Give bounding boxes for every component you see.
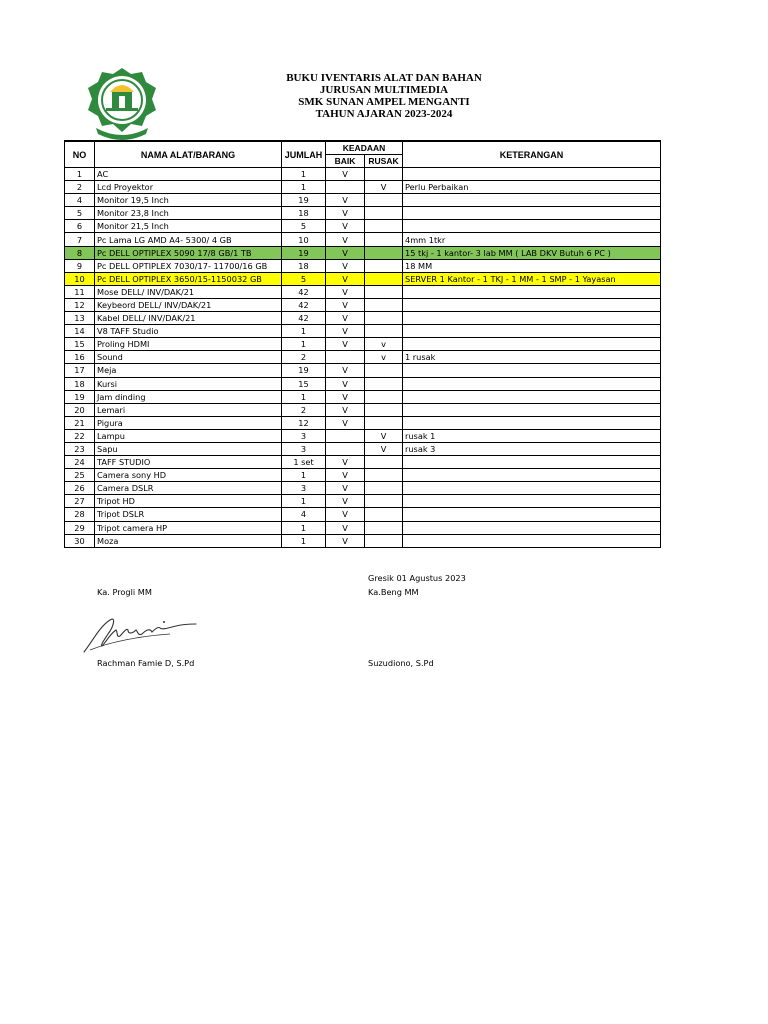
cell-baik: V [326, 312, 365, 325]
cell-nama: Lcd Proyektor [95, 181, 282, 194]
cell-rusak [365, 416, 403, 429]
header-title: BUKU IVENTARIS ALAT DAN BAHAN [286, 72, 482, 84]
cell-keterangan [403, 469, 661, 482]
cell-no: 8 [65, 246, 95, 259]
cell-rusak [365, 456, 403, 469]
table-row [65, 482, 661, 495]
cell-baik: V [326, 469, 365, 482]
cell-jumlah: 1 [282, 168, 326, 181]
cell-nama: Moza [95, 534, 282, 547]
document-header [200, 72, 568, 120]
cell-baik: V [326, 482, 365, 495]
cell-baik: V [326, 364, 365, 377]
cell-baik: V [326, 495, 365, 508]
cell-nama: Monitor 21,5 Inch [95, 220, 282, 233]
cell-no: 30 [65, 534, 95, 547]
cell-rusak [365, 246, 403, 259]
cell-jumlah: 42 [282, 285, 326, 298]
cell-keterangan [403, 403, 661, 416]
cell-no: 28 [65, 508, 95, 521]
cell-nama: Pc DELL OPTIPLEX 5090 17/8 GB/1 TB [95, 246, 282, 259]
cell-jumlah: 15 [282, 377, 326, 390]
cell-keterangan [403, 534, 661, 547]
cell-rusak [365, 272, 403, 285]
cell-jumlah: 1 [282, 495, 326, 508]
cell-jumlah: 1 [282, 390, 326, 403]
cell-keterangan [403, 338, 661, 351]
cell-keterangan [403, 495, 661, 508]
cell-nama: V8 TAFF Studio [95, 325, 282, 338]
cell-rusak: V [365, 442, 403, 455]
table-row [65, 233, 661, 246]
table-row [65, 377, 661, 390]
table-row [65, 259, 661, 272]
cell-keterangan [403, 325, 661, 338]
table-row [65, 416, 661, 429]
table-row [65, 534, 661, 547]
cell-nama: Pc DELL OPTIPLEX 3650/15-1150032 GB [95, 272, 282, 285]
right-signer-name: Suzudiono, S.Pd [368, 658, 434, 668]
left-signer-name: Rachman Famie D, S.Pd [97, 658, 195, 668]
inventory-table [64, 140, 661, 548]
cell-nama: Mose DELL/ INV/DAK/21 [95, 285, 282, 298]
cell-baik: V [326, 168, 365, 181]
cell-baik [326, 181, 365, 194]
cell-rusak [365, 377, 403, 390]
cell-rusak [365, 403, 403, 416]
header-baik: BAIK [326, 155, 365, 168]
cell-baik: V [326, 194, 365, 207]
header-year: TAHUN AJARAN 2023-2024 [315, 108, 453, 120]
cell-nama: Jam dinding [95, 390, 282, 403]
cell-jumlah: 1 [282, 181, 326, 194]
cell-nama: Meja [95, 364, 282, 377]
table-row [65, 521, 661, 534]
cell-jumlah: 1 [282, 521, 326, 534]
table-row [65, 429, 661, 442]
cell-no: 1 [65, 168, 95, 181]
cell-jumlah: 2 [282, 351, 326, 364]
cell-jumlah: 12 [282, 416, 326, 429]
cell-baik: V [326, 377, 365, 390]
cell-no: 26 [65, 482, 95, 495]
cell-no: 7 [65, 233, 95, 246]
header-no: NO [65, 141, 95, 168]
table-row [65, 285, 661, 298]
cell-keterangan [403, 521, 661, 534]
cell-no: 22 [65, 429, 95, 442]
cell-rusak [365, 233, 403, 246]
header-keadaan: KEADAAN [326, 141, 403, 155]
cell-no: 18 [65, 377, 95, 390]
cell-keterangan [403, 207, 661, 220]
cell-keterangan [403, 456, 661, 469]
cell-nama: Camera sony HD [95, 469, 282, 482]
cell-no: 17 [65, 364, 95, 377]
cell-jumlah: 3 [282, 429, 326, 442]
table-row [65, 220, 661, 233]
table-row [65, 181, 661, 194]
table-row [65, 390, 661, 403]
cell-rusak [365, 469, 403, 482]
cell-rusak [365, 285, 403, 298]
cell-no: 27 [65, 495, 95, 508]
cell-nama: Pigura [95, 416, 282, 429]
table-row [65, 272, 661, 285]
cell-baik: V [326, 246, 365, 259]
cell-nama: Sapu [95, 442, 282, 455]
cell-baik: V [326, 298, 365, 311]
cell-rusak [365, 364, 403, 377]
header-department: JURUSAN MULTIMEDIA [319, 84, 449, 96]
cell-baik: V [326, 285, 365, 298]
cell-jumlah: 3 [282, 482, 326, 495]
cell-nama: Monitor 23,8 Inch [95, 207, 282, 220]
header-nama: NAMA ALAT/BARANG [95, 141, 282, 168]
cell-rusak: v [365, 351, 403, 364]
left-signer-title: Ka. Progli MM [97, 587, 152, 597]
cell-baik [326, 429, 365, 442]
cell-nama: Proling HDMI [95, 338, 282, 351]
cell-keterangan: 18 MM [403, 259, 661, 272]
cell-jumlah: 2 [282, 403, 326, 416]
header-keterangan: KETERANGAN [403, 141, 661, 168]
cell-keterangan: SERVER 1 Kantor - 1 TKJ - 1 MM - 1 SMP - 1 Yayasan [403, 272, 661, 285]
cell-jumlah: 1 [282, 469, 326, 482]
header-school: SMK SUNAN AMPEL MENGANTI [298, 96, 470, 108]
cell-keterangan [403, 285, 661, 298]
cell-nama: Monitor 19,5 Inch [95, 194, 282, 207]
table-row [65, 312, 661, 325]
place-date: Gresik 01 Agustus 2023 [368, 573, 466, 583]
cell-keterangan [403, 220, 661, 233]
cell-keterangan: 4mm 1tkr [403, 233, 661, 246]
cell-no: 4 [65, 194, 95, 207]
cell-baik: V [326, 521, 365, 534]
cell-keterangan: rusak 3 [403, 442, 661, 455]
table-row [65, 325, 661, 338]
table-row [65, 495, 661, 508]
cell-baik: V [326, 390, 365, 403]
cell-rusak [365, 220, 403, 233]
table-row [65, 364, 661, 377]
cell-keterangan [403, 312, 661, 325]
cell-no: 6 [65, 220, 95, 233]
cell-no: 12 [65, 298, 95, 311]
cell-rusak [365, 194, 403, 207]
cell-no: 11 [65, 285, 95, 298]
cell-nama: Sound [95, 351, 282, 364]
signature-image [80, 612, 200, 656]
cell-rusak [365, 495, 403, 508]
right-signer-title: Ka.Beng MM [368, 587, 419, 597]
cell-keterangan: 15 tkj - 1 kantor- 3 lab MM ( LAB DKV Butuh 6 PC ) [403, 246, 661, 259]
cell-baik: V [326, 220, 365, 233]
cell-jumlah: 18 [282, 259, 326, 272]
cell-rusak [365, 259, 403, 272]
cell-nama: Keybeord DELL/ INV/DAK/21 [95, 298, 282, 311]
header-jumlah: JUMLAH [282, 141, 326, 168]
table-row [65, 469, 661, 482]
cell-jumlah: 19 [282, 364, 326, 377]
table-row [65, 442, 661, 455]
cell-jumlah: 19 [282, 246, 326, 259]
cell-rusak [365, 521, 403, 534]
cell-nama: Tripot HD [95, 495, 282, 508]
cell-no: 20 [65, 403, 95, 416]
table-row [65, 246, 661, 259]
cell-no: 24 [65, 456, 95, 469]
cell-no: 15 [65, 338, 95, 351]
cell-baik [326, 351, 365, 364]
cell-keterangan: rusak 1 [403, 429, 661, 442]
cell-nama: Kabel DELL/ INV/DAK/21 [95, 312, 282, 325]
cell-keterangan [403, 508, 661, 521]
table-row [65, 168, 661, 181]
cell-keterangan [403, 168, 661, 181]
cell-baik: V [326, 259, 365, 272]
cell-nama: Pc DELL OPTIPLEX 7030/17- 11700/16 GB [95, 259, 282, 272]
cell-keterangan [403, 364, 661, 377]
cell-jumlah: 5 [282, 220, 326, 233]
cell-no: 10 [65, 272, 95, 285]
cell-rusak: V [365, 429, 403, 442]
cell-rusak [365, 207, 403, 220]
cell-no: 9 [65, 259, 95, 272]
cell-no: 5 [65, 207, 95, 220]
table-row [65, 403, 661, 416]
cell-baik: V [326, 272, 365, 285]
cell-keterangan [403, 298, 661, 311]
cell-jumlah: 5 [282, 272, 326, 285]
cell-no: 14 [65, 325, 95, 338]
table-row [65, 194, 661, 207]
table-row [65, 207, 661, 220]
cell-no: 21 [65, 416, 95, 429]
inventory-table-body [65, 168, 661, 548]
cell-rusak: V [365, 181, 403, 194]
cell-rusak [365, 168, 403, 181]
cell-nama: Lampu [95, 429, 282, 442]
cell-jumlah: 1 [282, 338, 326, 351]
cell-no: 29 [65, 521, 95, 534]
table-row [65, 456, 661, 469]
cell-nama: Tripot DSLR [95, 508, 282, 521]
cell-no: 23 [65, 442, 95, 455]
cell-rusak [365, 508, 403, 521]
cell-rusak [365, 312, 403, 325]
cell-baik [326, 442, 365, 455]
cell-rusak [365, 298, 403, 311]
cell-no: 19 [65, 390, 95, 403]
cell-jumlah: 10 [282, 233, 326, 246]
cell-nama: Lemari [95, 403, 282, 416]
cell-no: 25 [65, 469, 95, 482]
cell-keterangan: Perlu Perbaikan [403, 181, 661, 194]
cell-keterangan [403, 416, 661, 429]
table-row [65, 338, 661, 351]
cell-baik: V [326, 338, 365, 351]
cell-nama: Tripot camera HP [95, 521, 282, 534]
cell-keterangan [403, 194, 661, 207]
cell-baik: V [326, 456, 365, 469]
cell-jumlah: 3 [282, 442, 326, 455]
cell-baik: V [326, 508, 365, 521]
cell-jumlah: 1 [282, 325, 326, 338]
cell-baik: V [326, 207, 365, 220]
cell-jumlah: 1 set [282, 456, 326, 469]
cell-nama: Pc Lama LG AMD A4- 5300/ 4 GB [95, 233, 282, 246]
cell-rusak: v [365, 338, 403, 351]
cell-baik: V [326, 233, 365, 246]
cell-jumlah: 4 [282, 508, 326, 521]
cell-baik: V [326, 416, 365, 429]
cell-keterangan: 1 rusak [403, 351, 661, 364]
cell-rusak [365, 325, 403, 338]
table-row [65, 508, 661, 521]
cell-rusak [365, 482, 403, 495]
cell-no: 13 [65, 312, 95, 325]
cell-jumlah: 42 [282, 312, 326, 325]
cell-no: 16 [65, 351, 95, 364]
cell-jumlah: 1 [282, 534, 326, 547]
cell-rusak [365, 534, 403, 547]
school-logo [86, 66, 158, 142]
cell-baik: V [326, 325, 365, 338]
cell-no: 2 [65, 181, 95, 194]
cell-keterangan [403, 390, 661, 403]
cell-baik: V [326, 534, 365, 547]
cell-rusak [365, 390, 403, 403]
cell-nama: AC [95, 168, 282, 181]
cell-nama: Kursi [95, 377, 282, 390]
cell-keterangan [403, 377, 661, 390]
table-row [65, 298, 661, 311]
table-row [65, 351, 661, 364]
cell-keterangan [403, 482, 661, 495]
cell-jumlah: 19 [282, 194, 326, 207]
cell-nama: TAFF STUDIO [95, 456, 282, 469]
cell-nama: Camera DSLR [95, 482, 282, 495]
cell-jumlah: 18 [282, 207, 326, 220]
cell-baik: V [326, 403, 365, 416]
cell-jumlah: 42 [282, 298, 326, 311]
header-rusak: RUSAK [365, 155, 403, 168]
